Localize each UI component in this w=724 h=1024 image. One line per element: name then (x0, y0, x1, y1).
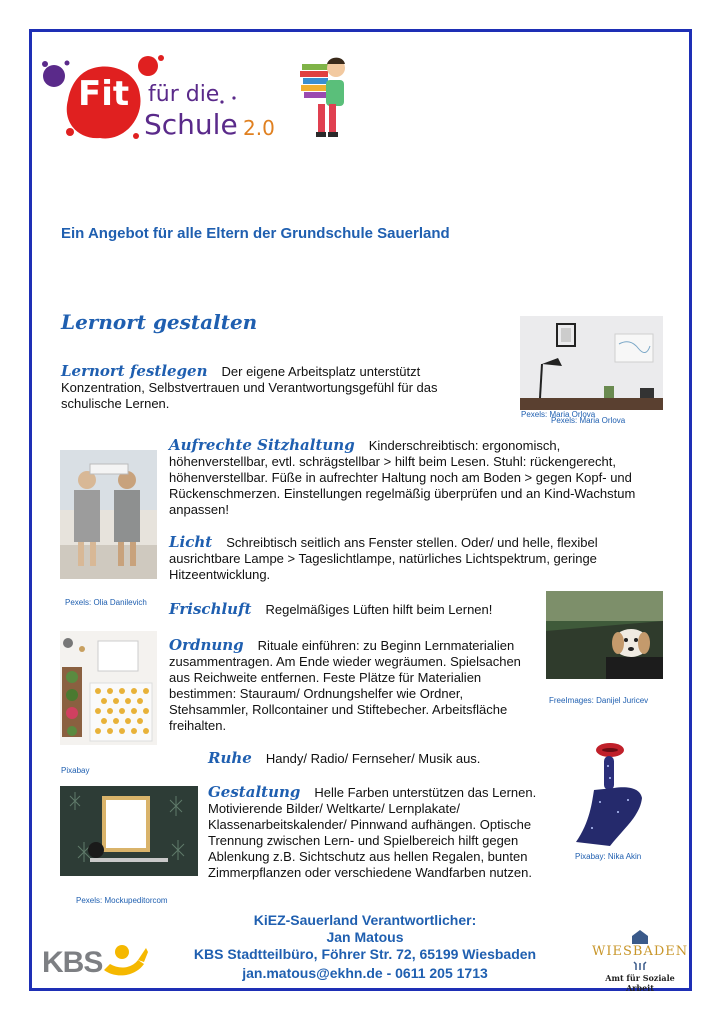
footer-line-responsible: KiEZ-Sauerland Verantwortlicher: (253, 912, 477, 928)
logo-version: 2.0 (243, 116, 275, 140)
kbs-hand-icon (100, 942, 150, 982)
kbs-logo (42, 942, 152, 984)
item-ordnung (169, 637, 529, 734)
item-heading: Aufrechte Sitzhaltung (169, 436, 355, 454)
wiesbaden-department: Amt für Soziale Arbeit (605, 973, 675, 993)
item-heading: Frischluft (169, 600, 252, 618)
credit-flatlay: Pixabay (61, 766, 90, 775)
footer-line-email-phone[interactable]: jan.matous@ekhn.de - 0611 205 1713 (242, 965, 488, 981)
credit-shush: Pixabay: Nika Akin (575, 852, 642, 861)
credit-frame: Pexels: Mockupeditorcom (76, 896, 168, 905)
wiesbaden-logo (592, 930, 689, 993)
item-ruhe (208, 750, 528, 767)
credit-girls: Pexels: Olia Danilevich (65, 598, 147, 607)
item-text: Handy/ Radio/ Fernseher/ Musik aus. (265, 751, 481, 766)
logo-fit: Fit (78, 74, 130, 114)
credit-dog: FreeImages: Danijel Juricev (549, 696, 649, 705)
credit-desk-duplicate: Pexels: Maria Orlova (551, 416, 626, 425)
item-frischluft (169, 601, 529, 618)
kbs-logo-text: KBS (42, 946, 103, 979)
item-aufrechte-sitzhaltung (169, 437, 659, 518)
item-text: Regelmäßiges Lüften hilft beim Lernen! (265, 602, 493, 617)
girls-photo (60, 450, 157, 579)
frame-photo (60, 786, 198, 876)
item-heading: Ordnung (169, 636, 244, 654)
shush-photo (570, 742, 658, 847)
fit-logo (40, 50, 310, 150)
item-licht (169, 534, 639, 583)
footer-contact (150, 912, 580, 982)
wiesbaden-name: WIESBADEN (592, 944, 689, 959)
section-title: Lernort gestalten (61, 310, 258, 334)
item-heading: Lernort festlegen (61, 362, 208, 380)
item-heading: Ruhe (208, 749, 252, 767)
item-text: Rituale einführen: zu Beginn Lernmaterialien zusammentragen. Am Ende wieder wegräumen. Spielsachen aus Reichweite entfernen. Feste Plätze für Materialien bestimmen: Stauraum/ Ordnungshelfer wie Ordner, Stehsammler, Rollcontainer und Stiftebecher. Arbeitsfläche freihalten. (169, 638, 521, 733)
footer-line-name: Jan Matous (326, 929, 404, 945)
flatlay-photo (60, 631, 157, 745)
item-text: Schreibtisch seitlich ans Fenster stellen. Oder/ und helle, flexibel ausrichtbare Lampe > Tageslichtlampe, natürliches Lichtspektrum, geringe Hitzeentwicklung. (169, 535, 598, 582)
desk-lamp-photo (520, 316, 663, 410)
item-text: Helle Farben unterstützen das Lernen. Motivierende Bilder/ Weltkarte/ Lernplakate/ Klassenarbeitskalender/ Pinnwand aufhängen. Optische Trennung zwischen Lern- und Spielbereich hilft gegen Ablenkung z.B. Sichtschutz aus hellen Regalen, bunten Zimmerpflanzen oder verschiedene Wandfarben nutzen. (208, 785, 537, 880)
logo-schule: Schule (144, 108, 238, 141)
item-gestaltung (208, 784, 553, 881)
item-text: Kinderschreibtisch: ergonomisch, höhenverstellbar, evtl. schrägstellbar > hilft beim Lesen. Stuhl: rückengerecht, höhenverstellbar. Füße in aufrechter Haltung noch am Boden > gegen Kopf- und Rückenschmerzen. Einstellungen regelmäßig überprüfen und an Kind-Wachstum anpassen! (169, 438, 636, 517)
credit-desk: Pexels: Maria Orlova (521, 410, 596, 419)
item-text: Der eigene Arbeitsplatz unterstützt Konzentration, Selbstvertrauen und Verantwortungsgefühl für das schulische Lernen. (61, 364, 438, 411)
item-lernort-festlegen (61, 363, 481, 412)
wiesbaden-crest-icon (630, 930, 650, 944)
logo-fuer-die: für die (148, 82, 220, 107)
wiesbaden-lily-icon (632, 961, 648, 971)
child-with-books-illustration (296, 54, 352, 140)
item-heading: Licht (169, 533, 213, 551)
dog-photo (546, 591, 663, 679)
footer-line-address: KBS Stadtteilbüro, Föhrer Str. 72, 65199 Wiesbaden (193, 946, 537, 962)
item-heading: Gestaltung (208, 783, 301, 801)
subtitle: Ein Angebot für alle Eltern der Grundschule Sauerland (61, 225, 450, 242)
